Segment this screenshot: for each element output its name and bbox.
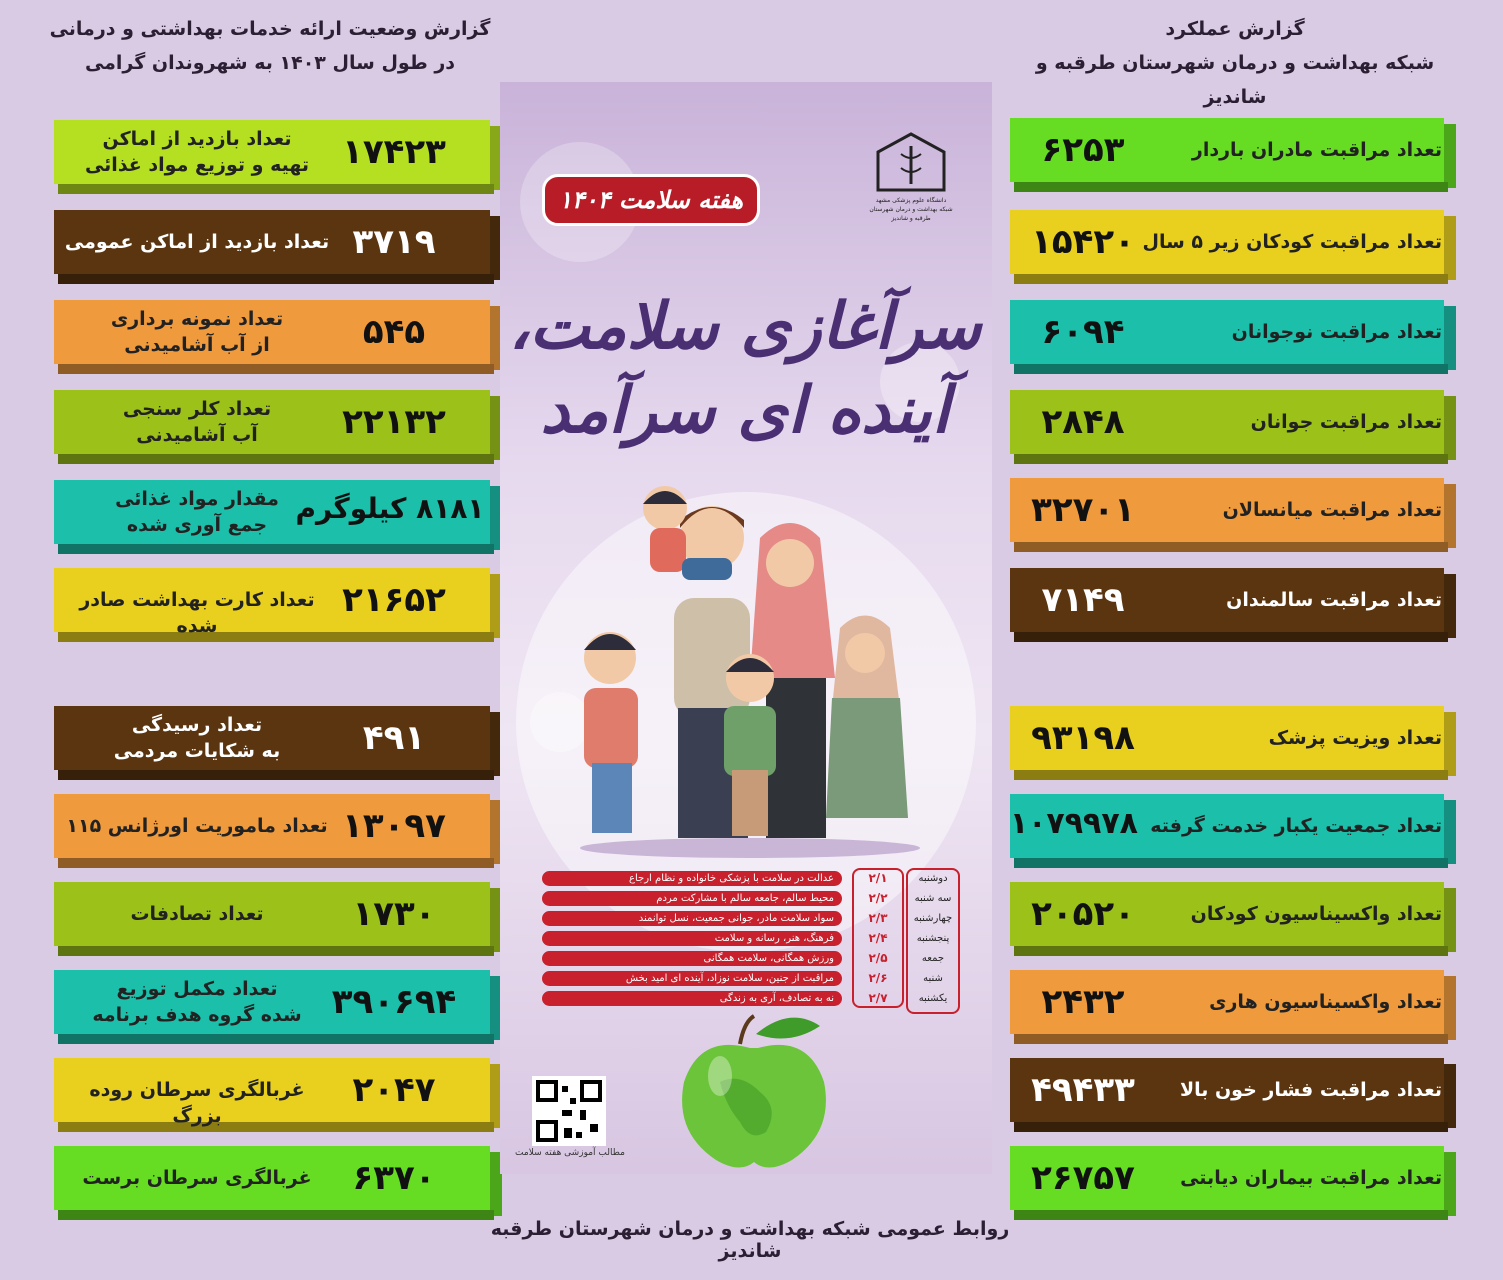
stat-value: ۳۷۱۹ <box>352 222 436 262</box>
right-stat-card <box>1010 1146 1456 1220</box>
stat-card-bottom <box>1014 946 1448 956</box>
stat-card-bottom <box>1014 364 1448 374</box>
stat-card-bottom <box>58 364 494 374</box>
right-stat-card <box>1010 118 1456 192</box>
stat-card-bottom <box>1014 632 1448 642</box>
schedule-date: ۲/۲ <box>868 891 888 905</box>
right-stat-card <box>1010 794 1456 868</box>
stat-card-bottom <box>58 544 494 554</box>
stat-card-bottom <box>58 184 494 194</box>
schedule-topic: ورزش همگانی، سلامت همگانی <box>542 951 842 966</box>
stat-card-bottom <box>1014 770 1448 780</box>
qr-caption: مطالب آموزشی هفته سلامت <box>515 1148 625 1158</box>
stat-label: تعداد مراقبت جوانان <box>1250 411 1442 433</box>
stat-value: ۱۳۰۹۷ <box>342 806 446 846</box>
stat-card-side <box>1444 216 1456 280</box>
header-right <box>1010 12 1460 114</box>
schedule-date: ۲/۱ <box>868 871 888 885</box>
schedule-topic: فرهنگ، هنر، رسانه و سلامت <box>542 931 842 946</box>
stat-card-side <box>1444 484 1456 548</box>
schedule-date: ۲/۵ <box>868 951 888 965</box>
stat-label: مقدار مواد غذائی جمع آوری شده <box>115 488 279 536</box>
left-stat-card <box>54 970 502 1044</box>
stat-value: ۱۵۴۲۰ <box>1031 222 1135 262</box>
stat-value: ۶۳۷۰ <box>352 1158 436 1198</box>
stat-card-side <box>1444 888 1456 952</box>
stat-card-bottom <box>1014 1122 1448 1132</box>
qr-code-icon <box>532 1076 606 1146</box>
schedule-date: ۲/۳ <box>868 911 888 925</box>
stat-value: ۱۰۷۹۹۷۸ <box>1009 806 1138 841</box>
schedule-topic: مراقبت از جنین، سلامت نوزاد، آینده ای امید بخش <box>542 971 842 986</box>
stat-value: ۹۳۱۹۸ <box>1031 718 1135 758</box>
schedule-day: یکشنبه <box>918 993 948 1004</box>
stat-label: غربالگری سرطان روده بزرگ <box>89 1079 305 1127</box>
left-stat-card <box>54 300 502 374</box>
stat-label: تعداد مراقبت نوجوانان <box>1231 321 1442 343</box>
left-stat-card <box>54 120 502 194</box>
stat-label: تعداد کارت بهداشت صادر شده <box>79 589 315 637</box>
schedule-day: پنجشنبه <box>916 933 950 944</box>
stat-label: تعداد مراقبت سالمندان <box>1226 589 1442 611</box>
stat-card-side <box>1444 1064 1456 1128</box>
stat-label: تعداد کلر سنجی آب آشامیدنی <box>122 398 272 446</box>
right-stat-card <box>1010 882 1456 956</box>
stat-label: تعداد مراقبت میانسالان <box>1222 499 1442 521</box>
stat-card-side <box>1444 800 1456 864</box>
stat-card-bottom <box>58 770 494 780</box>
header-left <box>40 12 500 80</box>
stat-value: ۳۲۷۰۱ <box>1031 490 1135 530</box>
stat-card-bottom <box>1014 454 1448 464</box>
header-left-line1: گزارش وضعیت ارائه خدمات بهداشتی و درمانی <box>49 18 491 40</box>
right-stat-card <box>1010 478 1456 552</box>
left-stat-card <box>54 1058 502 1132</box>
stat-label: تعداد رسیدگی به شکایات مردمی <box>113 714 281 762</box>
stat-label: تعداد نمونه برداری از آب آشامیدنی <box>110 308 284 356</box>
stat-label: تعداد مکمل توزیع شده گروه هدف برنامه <box>92 978 302 1026</box>
stat-label: تعداد ماموریت اورژانس ۱۱۵ <box>66 815 328 837</box>
stat-label: تعداد واکسیناسیون کودکان <box>1190 903 1442 925</box>
slogan-line1: سرآغازی سلامت، <box>508 290 982 364</box>
right-stat-card <box>1010 300 1456 374</box>
header-left-line2: در طول سال ۱۴۰۳ به شهروندان گرامی <box>84 52 456 74</box>
left-stat-card <box>54 390 502 464</box>
schedule-topic: سواد سلامت مادر، جوانی جمعیت، نسل توانمند <box>542 911 842 926</box>
stat-value: ۲۲۱۳۲ <box>342 402 446 442</box>
health-week-badge: هفته سلامت ۱۴۰۴ <box>542 174 760 226</box>
right-stat-card <box>1010 970 1456 1044</box>
stat-card-bottom <box>58 1034 494 1044</box>
stat-value: ۷۱۴۹ <box>1041 580 1125 620</box>
stat-value: ۴۹۱ <box>362 718 426 758</box>
stat-label: تعداد مراقبت کودکان زیر ۵ سال <box>1142 231 1442 253</box>
stat-label: تعداد بازدید از اماکن تهیه و توزیع مواد غذائی <box>84 128 310 176</box>
stat-value: ۶۰۹۴ <box>1041 312 1125 352</box>
stat-card-side <box>1444 574 1456 638</box>
stat-label: تعداد مراقبت مادران باردار <box>1191 139 1442 161</box>
schedule-date: ۲/۴ <box>868 931 888 945</box>
left-stat-card <box>54 706 502 780</box>
left-stat-card <box>54 1146 502 1220</box>
stat-card-side <box>1444 396 1456 460</box>
right-stat-card <box>1010 706 1456 780</box>
footer: روابط عمومی شبکه بهداشت و درمان شهرستان طرقبه شاندیز <box>490 1218 1010 1262</box>
slogan-line2: آینده ای سرآمد <box>540 374 950 448</box>
stat-card-bottom <box>58 858 494 868</box>
stat-card-side <box>1444 1152 1456 1216</box>
right-stat-card <box>1010 568 1456 642</box>
stat-value: ۲۸۴۸ <box>1041 402 1125 442</box>
qr-code[interactable] <box>532 1076 606 1146</box>
stat-value: ۶۲۵۳ <box>1041 130 1125 170</box>
stat-card-bottom <box>1014 182 1448 192</box>
left-stat-card <box>54 210 502 284</box>
header-right-line1: گزارش عملکرد <box>1165 18 1305 40</box>
stat-label: تعداد تصادفات <box>130 903 264 925</box>
stat-value: ۳۹۰۶۹۴ <box>331 982 457 1022</box>
schedule-day: جمعه <box>921 953 945 964</box>
right-stat-card <box>1010 390 1456 464</box>
stat-label: تعداد بازدید از اماکن عمومی <box>64 231 330 253</box>
left-stat-card <box>54 568 502 642</box>
stat-card-side <box>1444 124 1456 188</box>
stat-value: ۲۶۷۵۷ <box>1031 1158 1135 1198</box>
schedule <box>540 868 960 1018</box>
stat-value: ۲۰۴۷ <box>352 1070 436 1110</box>
schedule-day: چهارشنبه <box>913 913 953 924</box>
schedule-day: دوشنبه <box>918 873 948 884</box>
stat-card-bottom <box>1014 1210 1448 1220</box>
stat-card-bottom <box>58 1210 494 1220</box>
stat-card-side <box>1444 306 1456 370</box>
stat-value: ۵۴۵ <box>362 312 426 352</box>
schedule-date: ۲/۷ <box>868 991 888 1005</box>
stat-value: ۸۱۸۱ کیلوگرم <box>295 492 485 525</box>
stat-label: تعداد مراقبت بیماران دیابتی <box>1180 1167 1442 1189</box>
stat-card-bottom <box>1014 858 1448 868</box>
stat-value: ۲۱۶۵۲ <box>342 580 446 620</box>
stat-label: تعداد جمعیت یکبار خدمت گرفته <box>1150 815 1442 837</box>
right-stat-card <box>1010 1058 1456 1132</box>
schedule-topic: محیط سالم، جامعه سالم با مشارکت مردم <box>542 891 842 906</box>
schedule-day: شنبه <box>923 973 943 984</box>
schedule-date: ۲/۶ <box>868 971 888 985</box>
stat-card-side <box>1444 712 1456 776</box>
left-stat-card <box>54 480 502 554</box>
schedule-day: سه شنبه <box>914 893 952 904</box>
stat-card-bottom <box>1014 542 1448 552</box>
stat-card-bottom <box>1014 1034 1448 1044</box>
left-stat-card <box>54 794 502 868</box>
apple-icon <box>670 1012 840 1172</box>
stat-card-bottom <box>58 274 494 284</box>
schedule-topic: نه به تصادف، آری به زندگی <box>542 991 842 1006</box>
stat-card-bottom <box>58 946 494 956</box>
university-logo <box>868 132 954 222</box>
emblem-icon <box>868 132 954 192</box>
stat-label: غربالگری سرطان برست <box>82 1167 312 1189</box>
stat-label: تعداد مراقبت فشار خون بالا <box>1179 1079 1442 1101</box>
stat-label: تعداد ویزیت پزشک <box>1268 727 1442 749</box>
stat-card-bottom <box>58 454 494 464</box>
header-right-line2: شبکه بهداشت و درمان شهرستان طرقبه و شاندیز <box>1035 52 1435 108</box>
slogan <box>505 285 985 453</box>
logo-text: دانشگاه علوم پزشکی مشهد شبکه بهداشت و درمان شهرستان طرقبه و شاندیز <box>869 197 953 222</box>
family-illustration <box>570 478 930 858</box>
stat-value: ۲۰۵۲۰ <box>1031 894 1135 934</box>
stat-value: ۲۴۳۲ <box>1041 982 1125 1022</box>
stat-label: تعداد واکسیناسیون هاری <box>1209 991 1442 1013</box>
stat-card-bottom <box>1014 274 1448 284</box>
left-stat-card <box>54 882 502 956</box>
stat-value: ۱۷۴۲۳ <box>342 132 446 172</box>
stat-value: ۱۷۳۰ <box>352 894 436 934</box>
right-stat-card <box>1010 210 1456 284</box>
schedule-topic: عدالت در سلامت با پزشکی خانواده و نظام ارجاع <box>542 871 842 886</box>
stat-value: ۴۹۴۳۳ <box>1031 1070 1135 1110</box>
stat-card-side <box>1444 976 1456 1040</box>
